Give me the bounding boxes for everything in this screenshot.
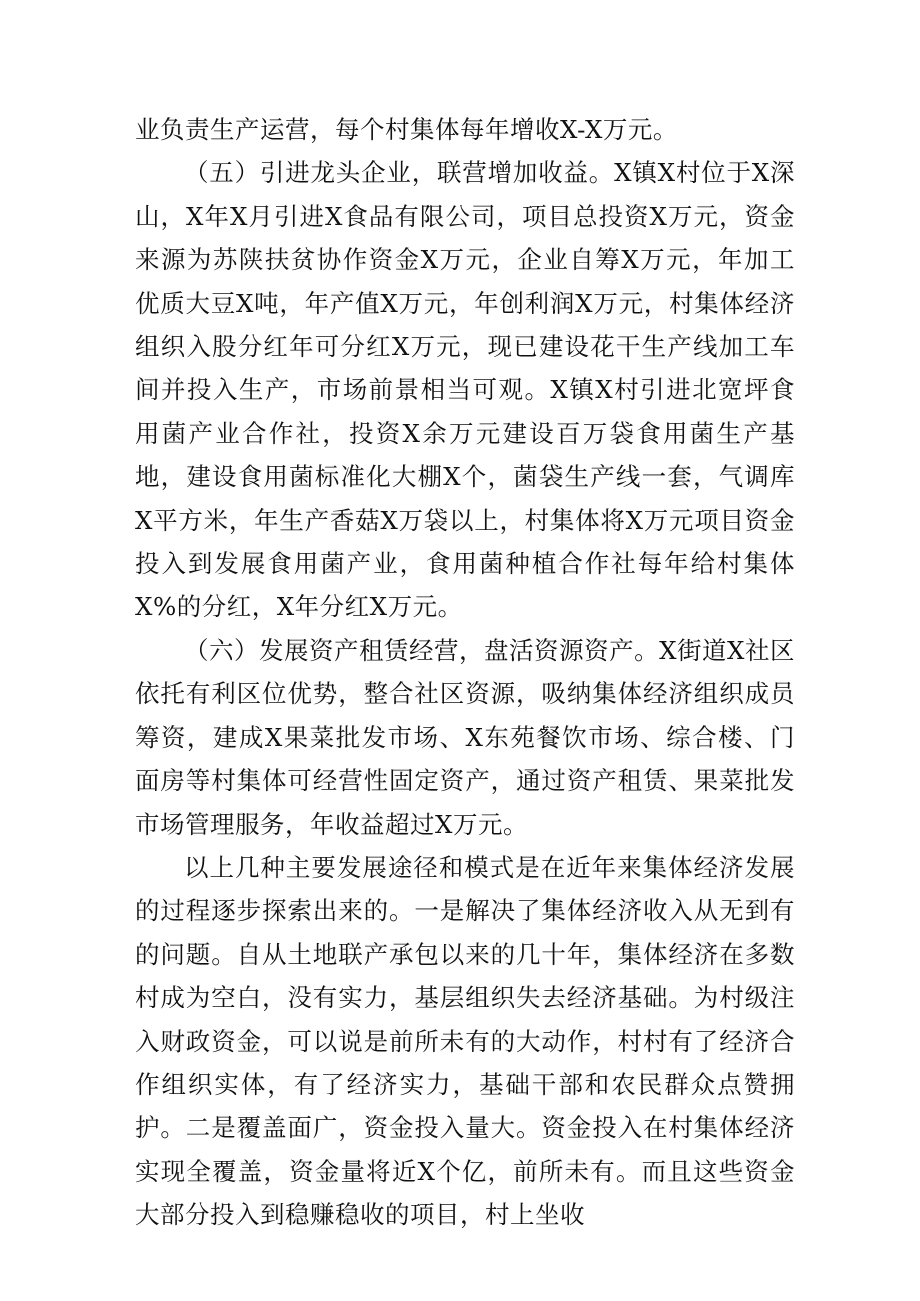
paragraph-continuation: 业负责生产运营，每个村集体每年增收X-X万元。 [135, 115, 678, 144]
document-body [135, 108, 795, 1237]
paragraph-summary: 以上几种主要发展途径和模式是在近年来集体经济发展的过程逐步探索出来的。一是解决了集体经济收入从无到有的问题。自从土地联产承包以来的几十年，集体经济在多数村成为空白，没有实力，基层组织失去经济基础。为村级注入财政资金，可以说是前所未有的大动作，村村有了经济合作组织实体，有了经济实力，基础干部和农民群众点赞拥护。二是覆盖面广，资金投入量大。资金投入在村集体经济实现全覆盖，资金量将近X个亿，前所未有。而且这些资金大部分投入到稳赚稳收的项目，村上坐收 [135, 852, 795, 1230]
paragraph-section-6: （六）发展资产租赁经营，盘活资源资产。X街道X社区依托有利区位优势，整合社区资源，吸纳集体经济组织成员筹资，建成X果菜批发市场、X东苑餐饮市场、综合楼、门面房等村集体可经营性固定资产，通过资产租赁、果菜批发市场管理服务，年收益超过X万元。 [135, 635, 795, 839]
paragraph-section-5: （五）引进龙头企业，联营增加收益。X镇X村位于X深山，X年X月引进X食品有限公司，项目总投资X万元，资金来源为苏陕扶贫协作资金X万元，企业自筹X万元，年加工优质大豆X吨，年产值X万元，年创利润X万元，村集体经济组织入股分红年可分红X万元，现已建设花干生产线加工车间并投入生产，市场前景相当可观。X镇X村引进北宽坪食用菌产业合作社，投资X余万元建设百万袋食用菌生产基地，建设食用菌标准化大棚X个，菌袋生产线一套，气调库X平方米，年生产香菇X万袋以上，村集体将X万元项目资金投入到发展食用菌产业，食用菌种植合作社每年给村集体X%的分红，X年分红X万元。 [135, 158, 795, 622]
